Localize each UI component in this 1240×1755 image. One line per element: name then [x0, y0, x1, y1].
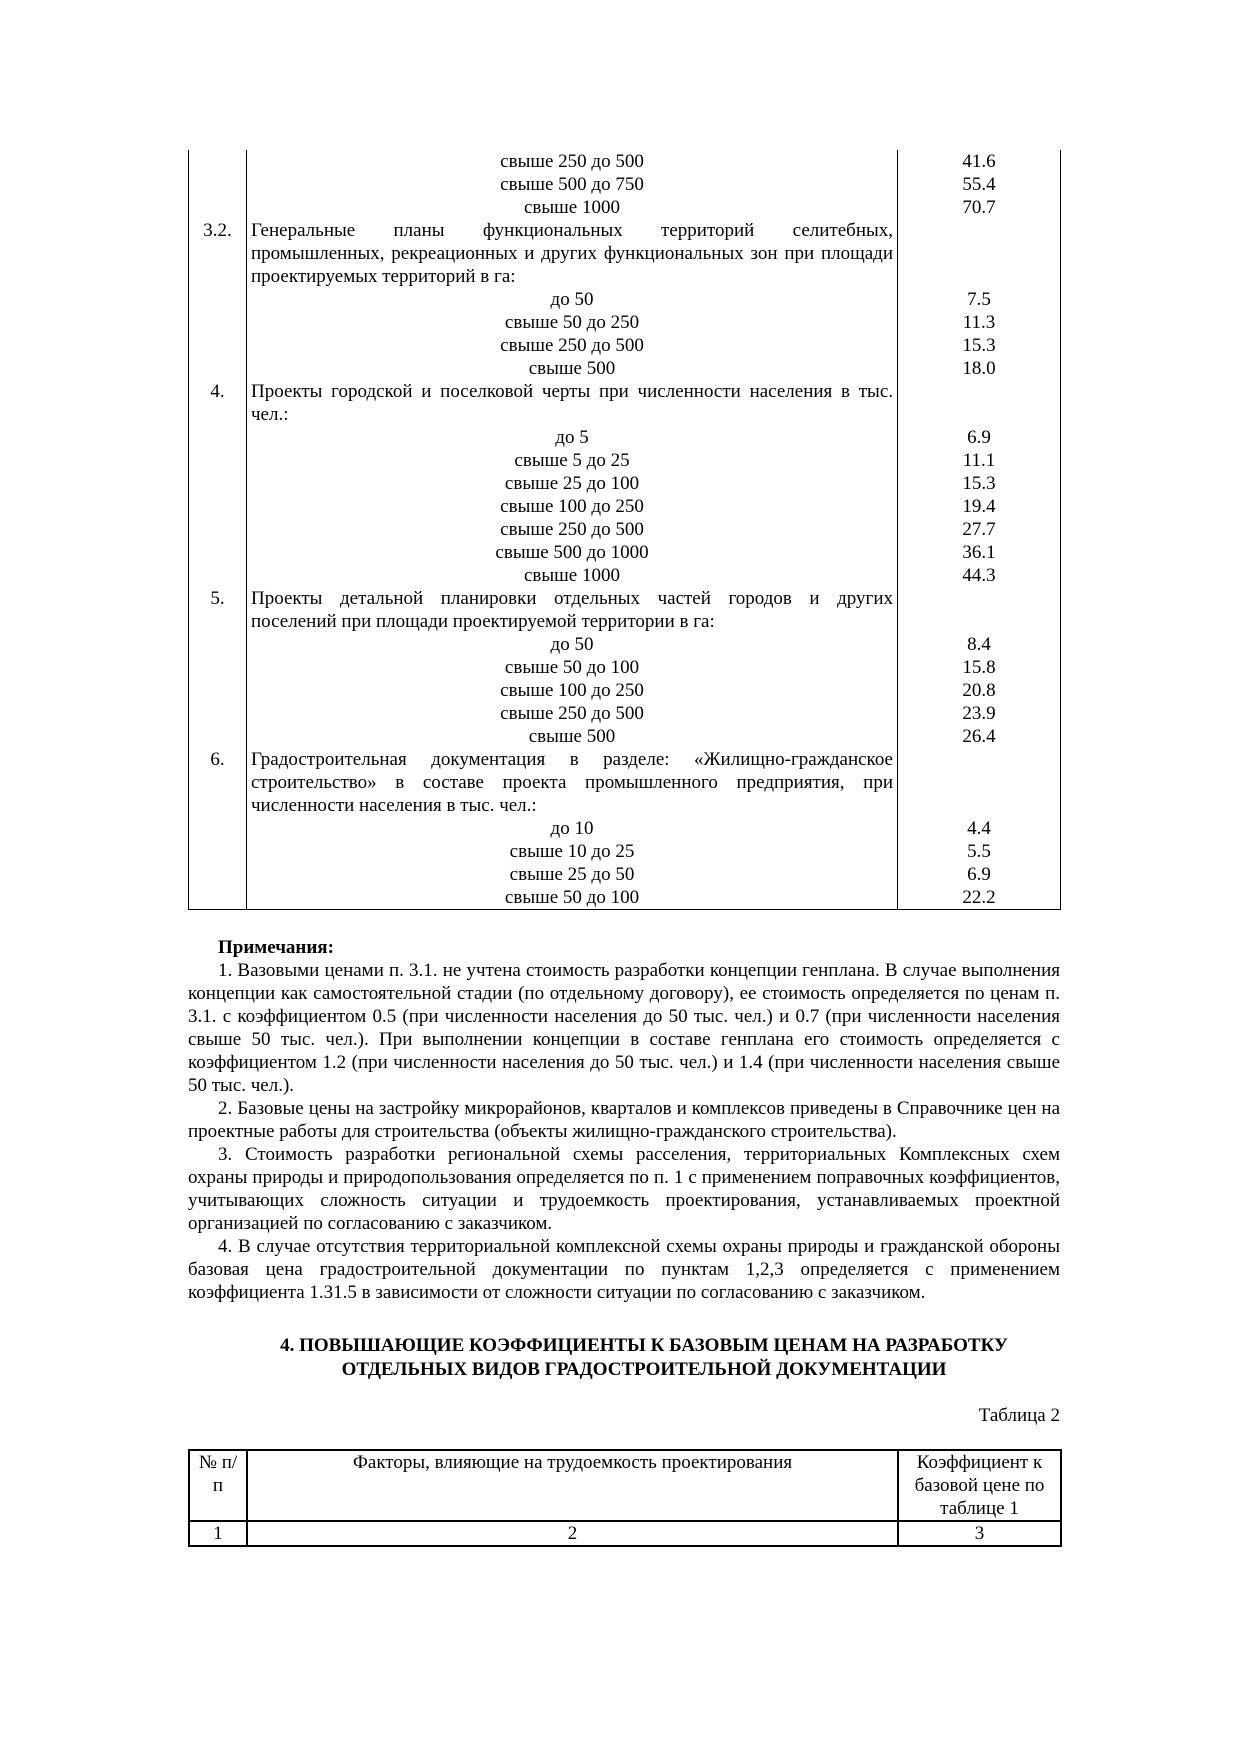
row-value: 15.3 — [898, 334, 1061, 357]
header-number: № п/п — [189, 1450, 247, 1521]
row-description: Проекты детальной планировки отдельных частей городов и других поселений при площади проектируемой территории в га: — [247, 587, 898, 633]
section-heading-line-2: ОТДЕЛЬНЫХ ВИДОВ ГРАДОСТРОИТЕЛЬНОЙ ДОКУМЕНТАЦИИ — [341, 1359, 947, 1380]
notes-block — [188, 936, 1060, 1304]
row-number — [189, 679, 247, 702]
row-number — [189, 656, 247, 679]
row-description: свыше 250 до 500 — [247, 518, 898, 541]
table-row — [189, 472, 1061, 495]
coefficient-table — [188, 1449, 1062, 1547]
row-value: 7.5 — [898, 288, 1061, 311]
row-value — [898, 587, 1061, 633]
row-number — [189, 357, 247, 380]
row-number — [189, 334, 247, 357]
price-table-body — [189, 150, 1061, 910]
table-label: Таблица 2 — [978, 1405, 1060, 1426]
table-row — [189, 426, 1061, 449]
column-number-3: 3 — [898, 1521, 1061, 1546]
row-description: до 5 — [247, 426, 898, 449]
table-row — [189, 219, 1061, 288]
row-number — [189, 840, 247, 863]
table-row — [189, 541, 1061, 564]
row-value — [898, 748, 1061, 817]
row-number — [189, 863, 247, 886]
table-row — [189, 173, 1061, 196]
coefficient-table-numbering — [189, 1521, 1061, 1546]
row-number — [189, 311, 247, 334]
row-description: свыше 500 — [247, 357, 898, 380]
header-factors: Факторы, влияющие на трудоемкость проектирования — [247, 1450, 898, 1521]
row-description: свыше 50 до 100 — [247, 886, 898, 910]
row-description: свыше 5 до 25 — [247, 449, 898, 472]
row-value: 44.3 — [898, 564, 1061, 587]
row-description: до 10 — [247, 817, 898, 840]
row-number — [189, 150, 247, 173]
row-value: 8.4 — [898, 633, 1061, 656]
row-value: 18.0 — [898, 357, 1061, 380]
table-row — [189, 449, 1061, 472]
row-number: 5. — [189, 587, 247, 633]
row-description: Проекты городской и поселковой черты при численности населения в тыс. чел.: — [247, 380, 898, 426]
row-description: свыше 250 до 500 — [247, 702, 898, 725]
row-description: свыше 1000 — [247, 196, 898, 219]
column-number-2: 2 — [247, 1521, 898, 1546]
price-table — [188, 150, 1061, 910]
row-value: 11.1 — [898, 449, 1061, 472]
row-number — [189, 196, 247, 219]
row-value: 11.3 — [898, 311, 1061, 334]
table-row — [189, 702, 1061, 725]
row-value: 22.2 — [898, 886, 1061, 910]
row-value: 27.7 — [898, 518, 1061, 541]
note-4: 4. В случае отсутствия территориальной комплексной схемы охраны природы и гражданской обороны базовая цена градостроительной документации по пунктам 1,2,3 определяется с применением коэффициента 1.31.5 в зависимости от сложности ситуации по согласованию с заказчиком. — [188, 1236, 1060, 1303]
section-heading-line-1: 4. ПОВЫШАЮЩИЕ КОЭФФИЦИЕНТЫ К БАЗОВЫМ ЦЕНАМ НА РАЗРАБОТКУ — [280, 1335, 1008, 1356]
coefficient-table-header — [189, 1450, 1061, 1521]
row-value: 4.4 — [898, 817, 1061, 840]
row-description: свыше 250 до 500 — [247, 334, 898, 357]
table-row — [189, 196, 1061, 219]
table-row — [189, 380, 1061, 426]
row-description: Генеральные планы функциональных территорий селитебных, промышленных, рекреационных и других функциональных зон при площади проектируемых территорий в га: — [247, 219, 898, 288]
row-description: свыше 1000 — [247, 564, 898, 587]
row-description: до 50 — [247, 633, 898, 656]
row-number — [189, 725, 247, 748]
row-number — [189, 886, 247, 910]
section-heading — [188, 1334, 1060, 1382]
table-row — [189, 518, 1061, 541]
note-3: 3. Стоимость разработки региональной схемы расселения, территориальных Комплексных схем охраны природы и природопользования определяется по п. 1 с применением поправочных коэффициентов, учитывающих сложность ситуации и трудоемкость проектирования, устанавливаемых проектной организацией по согласованию с заказчиком. — [188, 1144, 1060, 1234]
row-description: свыше 10 до 25 — [247, 840, 898, 863]
row-value — [898, 219, 1061, 288]
row-number: 3.2. — [189, 219, 247, 288]
row-value — [898, 380, 1061, 426]
note-1: 1. Вазовыми ценами п. 3.1. не учтена стоимость разработки концепции генплана. В случае выполнения концепции как самостоятельной стадии (по отдельному договору), ее стоимость определяется по ценам п. 3.1. с коэффициентом 0.5 (при численности населения до 50 тыс. чел.) и 0.7 (при численности населения свыше 50 тыс. чел.). При выполнении концепции в составе генплана его стоимость определяется с коэффициентом 1.2 (при численности населения до 50 тыс. чел.) и 1.4 (при численности населения свыше 50 тыс. чел.). — [188, 960, 1060, 1096]
table-row — [189, 288, 1061, 311]
row-value: 70.7 — [898, 196, 1061, 219]
row-value: 23.9 — [898, 702, 1061, 725]
header-coefficient: Коэффициент к базовой цене по таблице 1 — [898, 1450, 1061, 1521]
row-description: свыше 500 — [247, 725, 898, 748]
row-value: 15.3 — [898, 472, 1061, 495]
row-number — [189, 426, 247, 449]
table-row — [189, 357, 1061, 380]
row-number — [189, 472, 247, 495]
notes-heading: Примечания: — [218, 937, 334, 958]
row-value: 36.1 — [898, 541, 1061, 564]
row-description: свыше 50 до 100 — [247, 656, 898, 679]
table-row — [189, 633, 1061, 656]
row-description: свыше 500 до 1000 — [247, 541, 898, 564]
row-number — [189, 564, 247, 587]
row-description: свыше 50 до 250 — [247, 311, 898, 334]
note-2: 2. Базовые цены на застройку микрорайонов, кварталов и комплексов приведены в Справочнике цен на проектные работы для строительства (объекты жилищно-гражданского строительства). — [188, 1098, 1060, 1142]
table-row — [189, 748, 1061, 817]
row-description: Градостроительная документация в разделе: «Жилищно-гражданское строительство» в составе проекта промышленного предприятия, при численности населения в тыс. чел.: — [247, 748, 898, 817]
row-value: 26.4 — [898, 725, 1061, 748]
row-number — [189, 173, 247, 196]
row-description: свыше 500 до 750 — [247, 173, 898, 196]
table-row — [189, 840, 1061, 863]
table-row — [189, 656, 1061, 679]
row-value: 41.6 — [898, 150, 1061, 173]
table-row — [189, 495, 1061, 518]
row-value: 20.8 — [898, 679, 1061, 702]
table-row — [189, 886, 1061, 910]
row-description: свыше 100 до 250 — [247, 679, 898, 702]
row-description: до 50 — [247, 288, 898, 311]
row-number — [189, 702, 247, 725]
row-number — [189, 817, 247, 840]
row-number — [189, 633, 247, 656]
page-content — [188, 150, 1060, 1547]
table-row — [189, 817, 1061, 840]
table-row — [189, 564, 1061, 587]
table-row — [189, 679, 1061, 702]
table-row — [189, 725, 1061, 748]
table-row — [189, 334, 1061, 357]
row-description: свыше 250 до 500 — [247, 150, 898, 173]
table-row — [189, 587, 1061, 633]
row-value: 5.5 — [898, 840, 1061, 863]
row-value: 6.9 — [898, 426, 1061, 449]
row-number — [189, 541, 247, 564]
table-row — [189, 311, 1061, 334]
row-value: 19.4 — [898, 495, 1061, 518]
row-number — [189, 288, 247, 311]
row-value: 6.9 — [898, 863, 1061, 886]
row-description: свыше 25 до 100 — [247, 472, 898, 495]
column-number-1: 1 — [189, 1521, 247, 1546]
row-number: 4. — [189, 380, 247, 426]
row-number: 6. — [189, 748, 247, 817]
row-description: свыше 25 до 50 — [247, 863, 898, 886]
row-value: 15.8 — [898, 656, 1061, 679]
table-row — [189, 863, 1061, 886]
row-value: 55.4 — [898, 173, 1061, 196]
row-description: свыше 100 до 250 — [247, 495, 898, 518]
table-row — [189, 150, 1061, 173]
row-number — [189, 518, 247, 541]
row-number — [189, 449, 247, 472]
row-number — [189, 495, 247, 518]
